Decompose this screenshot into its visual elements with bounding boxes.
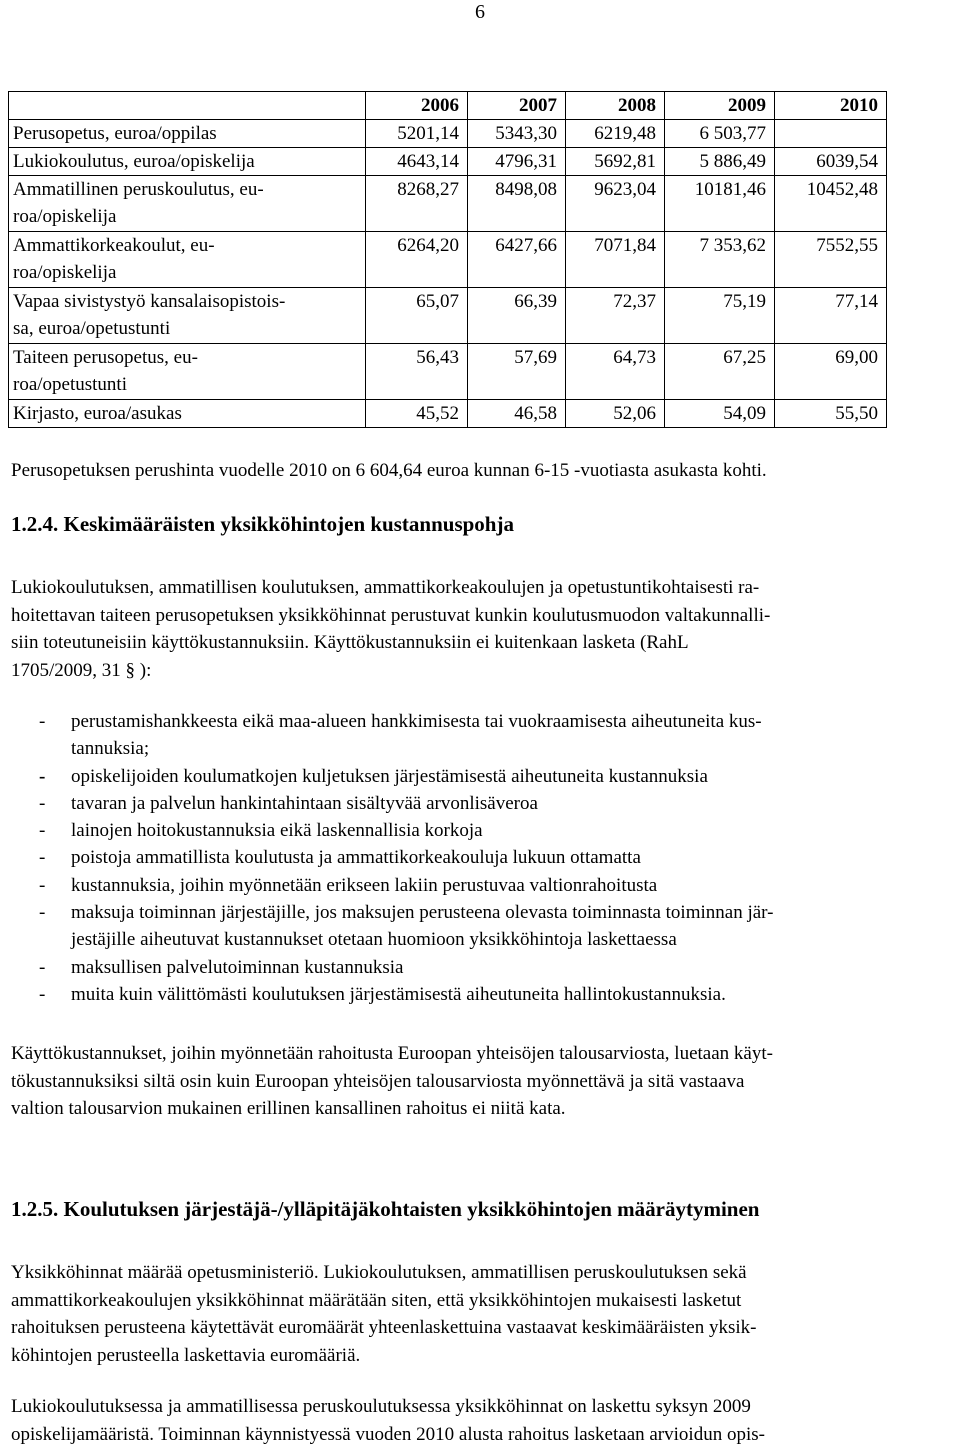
cell-value: 7 353,62 (665, 232, 775, 288)
text-line: siin toteutuneisiin käyttökustannuksiin. Käyttökustannuksiin ei kuitenkaan lasketa (RahL (11, 632, 689, 653)
cell-value: 5343,30 (468, 120, 566, 148)
dash-bullet: - (39, 792, 46, 814)
dash-bullet: - (39, 711, 46, 732)
cell-value: 6264,20 (366, 232, 468, 288)
dash-bullet: - (39, 874, 46, 896)
unit-cost-table (8, 91, 887, 428)
row-label-line: roa/opetustunti (13, 374, 127, 395)
cell-value: 4643,14 (366, 148, 468, 176)
list-item (11, 763, 951, 790)
cell-value: 64,73 (566, 344, 665, 400)
row-label (9, 232, 366, 288)
list-line: perustamishankkeesta eikä maa-alueen hankkimisesta tai vuokraamisesta aiheutuneita kus- (71, 711, 762, 732)
dash-bullet: - (39, 847, 46, 869)
text-line: Lukiokoulutuksen, ammatillisen koulutuksen, ammattikorkeakoulujen ja opetustuntikohtaisesti ra- (11, 577, 760, 598)
text-line: hoitettavan taiteen perusopetuksen yksikköhinnat perustuvat kunkin koulutusmuodon valtakunnalli- (11, 604, 771, 626)
cell-value: 55,50 (775, 400, 887, 428)
base-price-note: Perusopetuksen perushinta vuodelle 2010 on 6 604,64 euroa kunnan 6-15 -vuotiasta asukasta kohti. (11, 460, 767, 481)
cell-value: 5 886,49 (665, 148, 775, 176)
row-label (9, 344, 366, 400)
cell-value (775, 120, 887, 148)
cell-value: 75,19 (665, 288, 775, 344)
text-line: rahoituksen perusteena käytettävät euromäärät yhteenlaskettuina vastaavat keskimääräisten yksik- (11, 1317, 757, 1338)
cell-value: 67,25 (665, 344, 775, 400)
text-line: ammattikorkeakoulujen yksikköhinnat määrätään siten, että yksikköhintojen mukaisesti lasketut (11, 1289, 742, 1311)
cell-value: 46,58 (468, 400, 566, 428)
cell-value: 69,00 (775, 344, 887, 400)
list-line: muita kuin välittömästi koulutuksen järjestämisestä aiheutuneita hallintokustannuksia. (71, 983, 726, 1005)
list-item (11, 790, 951, 817)
table-row (9, 344, 887, 400)
page-number: 6 (475, 1, 485, 23)
table-header-row (9, 92, 887, 120)
row-label-line: Vapaa sivistystyö kansalaisopistois- (13, 291, 286, 312)
list-line: tannuksia; (71, 738, 150, 760)
cell-value: 8268,27 (366, 176, 468, 232)
cell-value: 10181,46 (665, 176, 775, 232)
list-line: tavaran ja palvelun hankintahintaan sisältyvää arvonlisäveroa (71, 792, 538, 814)
year-header: 2006 (366, 92, 468, 120)
dash-bullet: - (39, 820, 46, 842)
section-124-paragraph (11, 574, 951, 684)
text-line: Yksikköhinnat määrää opetusministeriö. Lukiokoulutuksen, ammatillisen peruskoulutuksen sekä (11, 1262, 747, 1283)
cell-value: 57,69 (468, 344, 566, 400)
list-line: lainojen hoitokustannuksia eikä laskennallisia korkoja (71, 820, 483, 842)
row-label-line: roa/opiskelija (13, 262, 117, 283)
text-line: tökustannuksiksi siltä osin kuin Euroopan yhteisöjen talousarviosta myönnettävä ja sitä vastaava (11, 1070, 745, 1092)
list-item (11, 872, 951, 899)
cell-value: 5201,14 (366, 120, 468, 148)
cell-value: 6039,54 (775, 148, 887, 176)
list-line: maksullisen palvelutoiminnan kustannuksia (71, 956, 404, 978)
table-row (9, 288, 887, 344)
table-row (9, 176, 887, 232)
list-line: maksuja toiminnan järjestäjille, jos maksujen perusteena olevasta toiminnasta toiminnan jär- (71, 902, 774, 924)
text-line: 1705/2009, 31 § ): (11, 659, 152, 681)
cell-value: 10452,48 (775, 176, 887, 232)
section-125-paragraph-1 (11, 1259, 951, 1369)
cell-value: 4796,31 (468, 148, 566, 176)
cell-value: 7071,84 (566, 232, 665, 288)
dash-bullet: - (39, 983, 46, 1005)
row-label-line: Taiteen perusopetus, eu- (13, 347, 198, 368)
section-heading-125: 1.2.5. Koulutuksen järjestäjä-/ylläpitäjäkohtaisten yksikköhintojen määräytyminen (11, 1197, 760, 1221)
row-label: Perusopetus, euroa/oppilas (9, 120, 366, 148)
year-header: 2008 (566, 92, 665, 120)
row-label (9, 176, 366, 232)
table-row (9, 400, 887, 428)
section-124-after-paragraph (11, 1040, 951, 1123)
row-label: Kirjasto, euroa/asukas (9, 400, 366, 428)
exclusion-list (11, 708, 951, 1008)
table-row (9, 148, 887, 176)
row-label-line: Ammattikorkeakoulut, eu- (13, 235, 215, 256)
cell-value: 77,14 (775, 288, 887, 344)
table-header-empty (9, 92, 366, 120)
text-line: köhintojen perusteella laskettavia euromääriä. (11, 1344, 361, 1366)
list-item (11, 899, 951, 954)
cell-value: 45,52 (366, 400, 468, 428)
list-item (11, 817, 951, 844)
section-heading-124: 1.2.4. Keskimääräisten yksikköhintojen kustannuspohja (11, 512, 514, 536)
list-line: opiskelijoiden koulumatkojen kuljetuksen järjestämisestä aiheutuneita kustannuksia (71, 765, 708, 787)
year-header: 2007 (468, 92, 566, 120)
dash-bullet: - (39, 956, 46, 978)
year-header: 2009 (665, 92, 775, 120)
list-item (11, 844, 951, 871)
row-label-line: roa/opiskelija (13, 206, 117, 227)
list-item (11, 954, 951, 981)
row-label-line: sa, euroa/opetustunti (13, 318, 171, 339)
text-line: valtion talousarvion mukainen erillinen kansallinen rahoitus ei niitä kata. (11, 1098, 566, 1119)
row-label-line: Ammatillinen peruskoulutus, eu- (13, 179, 264, 200)
row-label (9, 288, 366, 344)
cell-value: 5692,81 (566, 148, 665, 176)
cell-value: 6219,48 (566, 120, 665, 148)
cell-value: 54,09 (665, 400, 775, 428)
cell-value: 8498,08 (468, 176, 566, 232)
list-line: jestäjille aiheutuvat kustannukset otetaan huomioon yksikköhintoja laskettaessa (71, 929, 677, 951)
text-line: opiskelijamääristä. Toiminnan käynnistyessä vuoden 2010 alusta rahoitus lasketaan arvioidun opis- (11, 1423, 765, 1445)
text-line: Käyttökustannukset, joihin myönnetään rahoitusta Euroopan yhteisöjen talousarviosta, luetaan käyt- (11, 1043, 773, 1064)
section-125-paragraph-2 (11, 1393, 951, 1448)
cell-value: 52,06 (566, 400, 665, 428)
cell-value: 72,37 (566, 288, 665, 344)
dash-bullet: - (39, 902, 46, 924)
cell-value: 7552,55 (775, 232, 887, 288)
cell-value: 56,43 (366, 344, 468, 400)
dash-bullet: - (39, 765, 46, 787)
list-line: kustannuksia, joihin myönnetään erikseen lakiin perustuvaa valtionrahoitusta (71, 874, 658, 896)
cell-value: 6 503,77 (665, 120, 775, 148)
table-row (9, 120, 887, 148)
cell-value: 6427,66 (468, 232, 566, 288)
cell-value: 9623,04 (566, 176, 665, 232)
text-line: Lukiokoulutuksessa ja ammatillisessa peruskoulutuksessa yksikköhinnat on laskettu syksyn 2009 (11, 1396, 751, 1417)
list-line: poistoja ammatillista koulutusta ja ammattikorkeakouluja lukuun ottamatta (71, 847, 641, 869)
cell-value: 65,07 (366, 288, 468, 344)
list-item (11, 981, 951, 1008)
year-header: 2010 (775, 92, 887, 120)
row-label: Lukiokoulutus, euroa/opiskelija (9, 148, 366, 176)
cell-value: 66,39 (468, 288, 566, 344)
list-item (11, 708, 951, 763)
table-row (9, 232, 887, 288)
